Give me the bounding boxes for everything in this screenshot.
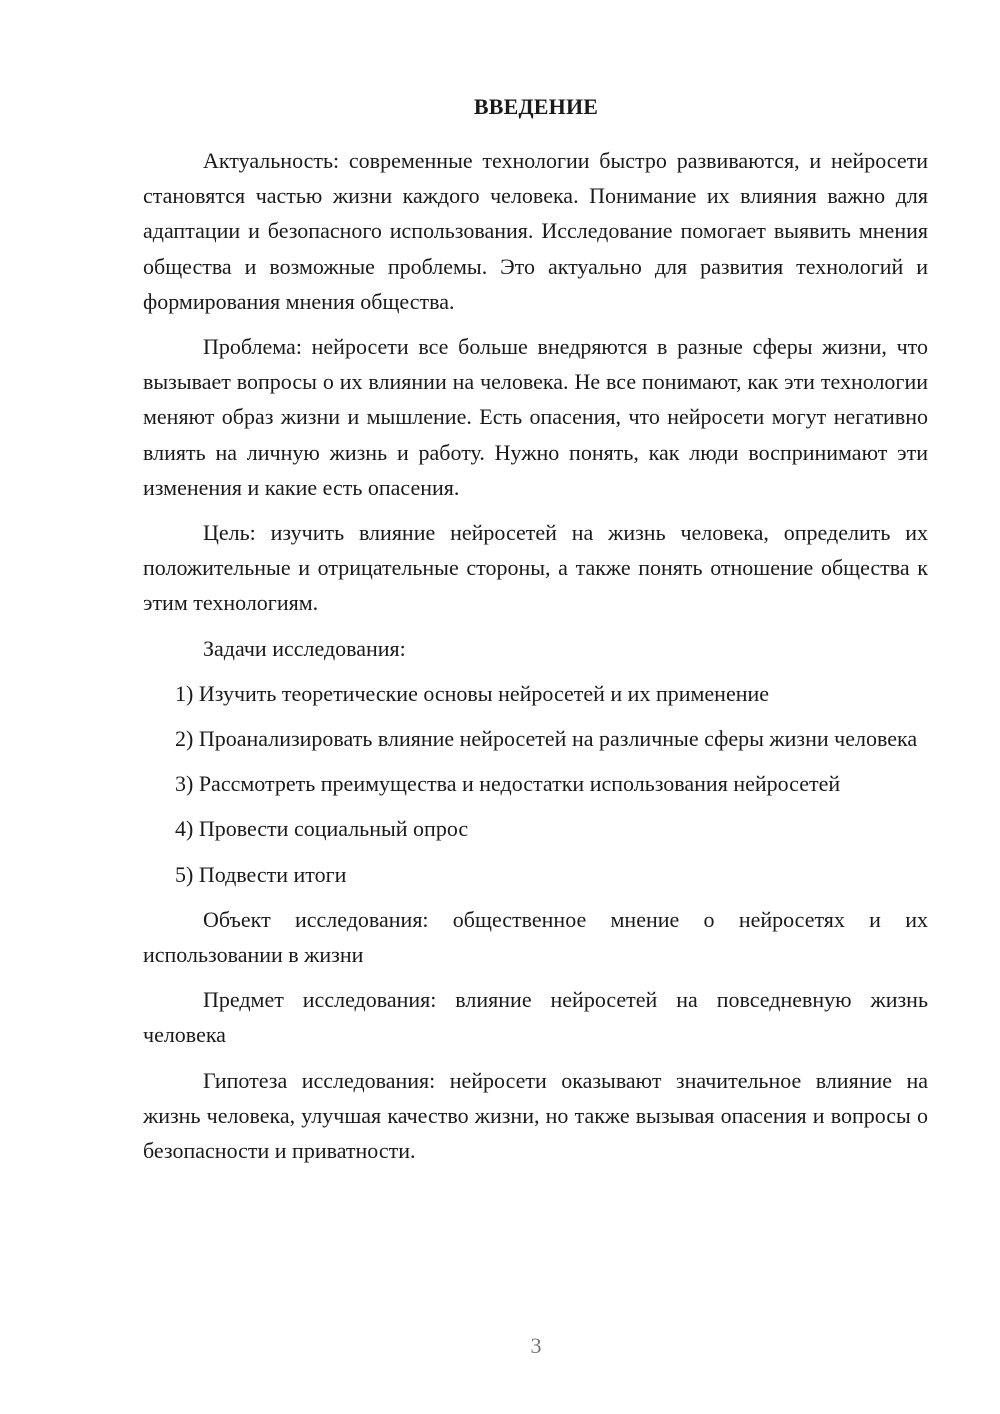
- paragraph-object: Объект исследования: общественное мнение о нейросетях и их использовании в жизни: [143, 906, 928, 968]
- paragraph-hypothesis: Гипотеза исследования: нейросети оказывают значительное влияние на жизнь человека, улучшая качество жизни, но также вызывая опасения и вопросы о безопасности и приватности.: [143, 1067, 928, 1164]
- paragraph-relevance: Актуальность: современные технологии быстро развиваются, и нейросети становятся частью жизни каждого человека. Понимание их влияния важно для адаптации и безопасного использования. Исследование помогает выявить мнения общества и возможные проблемы. Это актуально для развития технологий и формирования мнения общества.: [143, 148, 928, 314]
- task-item-3: 3) Рассмотреть преимущества и недостатки использования нейросетей: [175, 771, 841, 797]
- paragraph-subject: Предмет исследования: влияние нейросетей на повседневную жизнь человека: [143, 987, 928, 1048]
- task-item-1: 1) Изучить теоретические основы нейросетей и их применение: [175, 680, 770, 706]
- task-item-5: 5) Подвести итоги: [175, 861, 347, 887]
- paragraph-problem: Проблема: нейросети все больше внедряются в разные сферы жизни, что вызывает вопросы о их влиянии на человека. Не все понимают, как эти технологии меняют образ жизни и мышление. Есть опасения, что нейросети могут негативно влиять на личную жизнь и работу. Нужно понять, как люди воспринимают эти изменения и какие есть опасения.: [143, 334, 928, 500]
- task-item-4: 4) Провести социальный опрос: [175, 816, 469, 842]
- tasks-title: Задачи исследования:: [203, 635, 406, 661]
- document-body: [143, 143, 928, 1178]
- page-title: ВВЕДЕНИЕ: [473, 94, 599, 119]
- paragraph-goal: Цель: изучить влияние нейросетей на жизнь человека, определить их положительные и отрицательные стороны, а также понять отношение общества к этим технологиям.: [143, 520, 928, 616]
- task-item-2: 2) Проанализировать влияние нейросетей на различные сферы жизни человека: [175, 726, 918, 752]
- page-number: 3: [530, 1333, 542, 1358]
